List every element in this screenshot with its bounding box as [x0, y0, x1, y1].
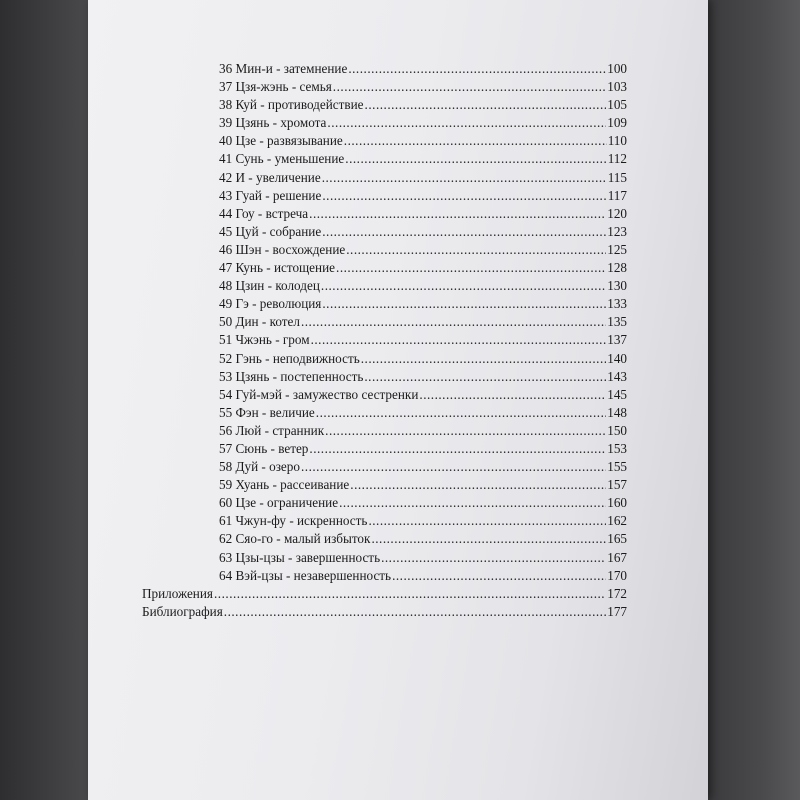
toc-entry-page-number: 120	[607, 205, 627, 221]
dot-leader	[224, 603, 606, 621]
toc-entry	[142, 96, 627, 114]
toc-entry-title: 37 Цзя-жэнь - семья	[219, 79, 332, 95]
toc-entry-title: 54 Гуй-мэй - замужество сестренки	[219, 386, 419, 402]
dot-leader	[316, 404, 606, 422]
toc-entry-page-number: 165	[607, 531, 627, 547]
dot-leader	[364, 368, 606, 386]
toc-entry-page-number: 157	[607, 477, 627, 493]
toc-entry-title: 47 Кунь - истощение	[219, 260, 336, 276]
toc-entry-page-number: 140	[607, 350, 627, 366]
dot-leader	[322, 295, 606, 313]
dot-leader	[309, 205, 606, 223]
toc-entry	[142, 241, 627, 259]
toc-appendix-list	[142, 585, 627, 621]
dot-leader	[309, 440, 606, 458]
toc-entry-page-number: 110	[607, 133, 627, 149]
toc-entry	[142, 331, 627, 349]
toc-entry	[142, 150, 627, 168]
dot-leader	[322, 169, 607, 187]
toc-entry-page-number: 103	[607, 79, 627, 95]
toc-entry	[142, 386, 627, 404]
toc-entry	[142, 205, 627, 223]
toc-entry-title: Библиография	[142, 603, 223, 619]
toc-entry-page-number: 167	[607, 549, 627, 565]
toc-entry	[142, 458, 627, 476]
dot-leader	[301, 313, 606, 331]
toc-entry	[142, 223, 627, 241]
toc-entry	[142, 585, 627, 603]
toc-entry-title: 44 Гоу - встреча	[219, 205, 309, 221]
toc-entry-page-number: 128	[607, 260, 627, 276]
toc-entry	[142, 277, 627, 295]
toc-entry	[142, 422, 627, 440]
toc-entry-title: 40 Цзе - развязывание	[219, 133, 343, 149]
toc-entry-page-number: 109	[607, 115, 627, 131]
toc-entry-page-number: 162	[607, 513, 627, 529]
toc-entry	[142, 313, 627, 331]
dot-leader	[333, 78, 606, 96]
dot-leader	[325, 422, 606, 440]
dot-leader	[392, 567, 606, 585]
dot-leader	[348, 60, 606, 78]
toc-entry	[142, 494, 627, 512]
toc-entry	[142, 512, 627, 530]
toc-entry-page-number: 123	[607, 223, 627, 239]
toc-entry-title: 48 Цзин - колодец	[219, 278, 320, 294]
dot-leader	[346, 241, 606, 259]
toc-entry-title: 46 Шэн - восхождение	[219, 241, 346, 257]
toc-entry	[142, 169, 627, 187]
toc-entry-title: 59 Хуань - рассеивание	[219, 477, 350, 493]
toc-entry-title: 53 Цзянь - постепенность	[219, 368, 364, 384]
dot-leader	[368, 512, 606, 530]
toc-entry-page-number: 150	[607, 422, 627, 438]
toc-entry-title: 36 Мин-и - затемнение	[219, 61, 348, 76]
toc-entry-title: 64 Вэй-цзы - незавершенность	[219, 567, 392, 583]
toc-entry-page-number: 153	[607, 440, 627, 456]
dot-leader	[301, 458, 606, 476]
dot-leader	[339, 494, 606, 512]
toc-entry	[142, 530, 627, 548]
dot-leader	[361, 350, 606, 368]
toc-entry-title: 45 Цуй - собрание	[219, 223, 322, 239]
toc-entry	[142, 549, 627, 567]
toc-entry-page-number: 143	[607, 368, 627, 384]
toc-entry-page-number: 130	[607, 278, 627, 294]
toc-entry-page-number: 160	[607, 495, 627, 511]
toc-entry-page-number: 172	[607, 585, 627, 601]
toc-chapter-list	[142, 60, 627, 585]
toc-entry-page-number: 105	[607, 97, 627, 113]
dot-leader	[214, 585, 606, 603]
toc-entry-page-number: 137	[607, 332, 627, 348]
toc-entry-page-number: 125	[607, 241, 627, 257]
table-surface-left	[0, 0, 90, 800]
toc-entry-title: 38 Куй - противодействие	[219, 97, 364, 113]
dot-leader	[322, 223, 606, 241]
toc-entry-title: 49 Гэ - революция	[219, 296, 322, 312]
toc-entry-page-number: 177	[607, 603, 627, 619]
toc-entry	[142, 60, 627, 78]
toc-entry-page-number: 155	[607, 459, 627, 475]
toc-entry-title: 60 Цзе - ограничение	[219, 495, 339, 511]
toc-entry-page-number: 112	[607, 151, 627, 167]
toc-entry	[142, 368, 627, 386]
table-surface-right	[706, 0, 800, 800]
toc-entry-title: 51 Чжэнь - гром	[219, 332, 310, 348]
toc-entry	[142, 350, 627, 368]
toc-entry	[142, 114, 627, 132]
dot-leader	[381, 549, 606, 567]
dot-leader	[321, 277, 606, 295]
toc-entry	[142, 440, 627, 458]
toc-entry-title: 55 Фэн - величие	[219, 404, 315, 420]
toc-entry-title: 42 И - увеличение	[219, 169, 321, 185]
toc-entry-page-number: 100	[607, 61, 627, 76]
table-of-contents	[142, 60, 627, 621]
toc-entry	[142, 404, 627, 422]
toc-entry-title: 57 Сюнь - ветер	[219, 440, 309, 456]
toc-entry-title: Приложения	[142, 585, 213, 601]
dot-leader	[350, 476, 606, 494]
toc-entry-title: 61 Чжун-фу - искренность	[219, 513, 368, 529]
toc-entry	[142, 132, 627, 150]
dot-leader	[365, 96, 607, 114]
toc-entry	[142, 567, 627, 585]
dot-leader	[371, 530, 606, 548]
toc-entry	[142, 295, 627, 313]
toc-entry-title: 58 Дуй - озеро	[219, 459, 300, 475]
toc-entry-page-number: 133	[607, 296, 627, 312]
toc-entry-title: 56 Люй - странник	[219, 422, 325, 438]
toc-entry-page-number: 115	[607, 169, 627, 185]
toc-entry	[142, 603, 627, 621]
toc-entry-title: 43 Гуай - решение	[219, 187, 322, 203]
toc-entry-title: 52 Гэнь - неподвижность	[219, 350, 360, 366]
toc-entry-title: 63 Цзы-цзы - завершенность	[219, 549, 381, 565]
toc-entry	[142, 259, 627, 277]
toc-entry	[142, 78, 627, 96]
toc-entry-page-number: 170	[607, 567, 627, 583]
dot-leader	[344, 132, 607, 150]
toc-entry-page-number: 117	[607, 187, 627, 203]
toc-entry-title: 41 Сунь - уменьшение	[219, 151, 345, 167]
dot-leader	[419, 386, 606, 404]
toc-entry	[142, 187, 627, 205]
toc-entry	[142, 476, 627, 494]
dot-leader	[322, 187, 606, 205]
toc-entry-page-number: 135	[607, 314, 627, 330]
dot-leader	[311, 331, 607, 349]
toc-entry-page-number: 145	[607, 386, 627, 402]
dot-leader	[336, 259, 606, 277]
dot-leader	[345, 150, 606, 168]
toc-entry-title: 62 Сяо-го - малый избыток	[219, 531, 371, 547]
toc-entry-page-number: 148	[607, 404, 627, 420]
toc-entry-title: 39 Цзянь - хромота	[219, 115, 327, 131]
dot-leader	[327, 114, 606, 132]
toc-entry-title: 50 Дин - котел	[219, 314, 300, 330]
